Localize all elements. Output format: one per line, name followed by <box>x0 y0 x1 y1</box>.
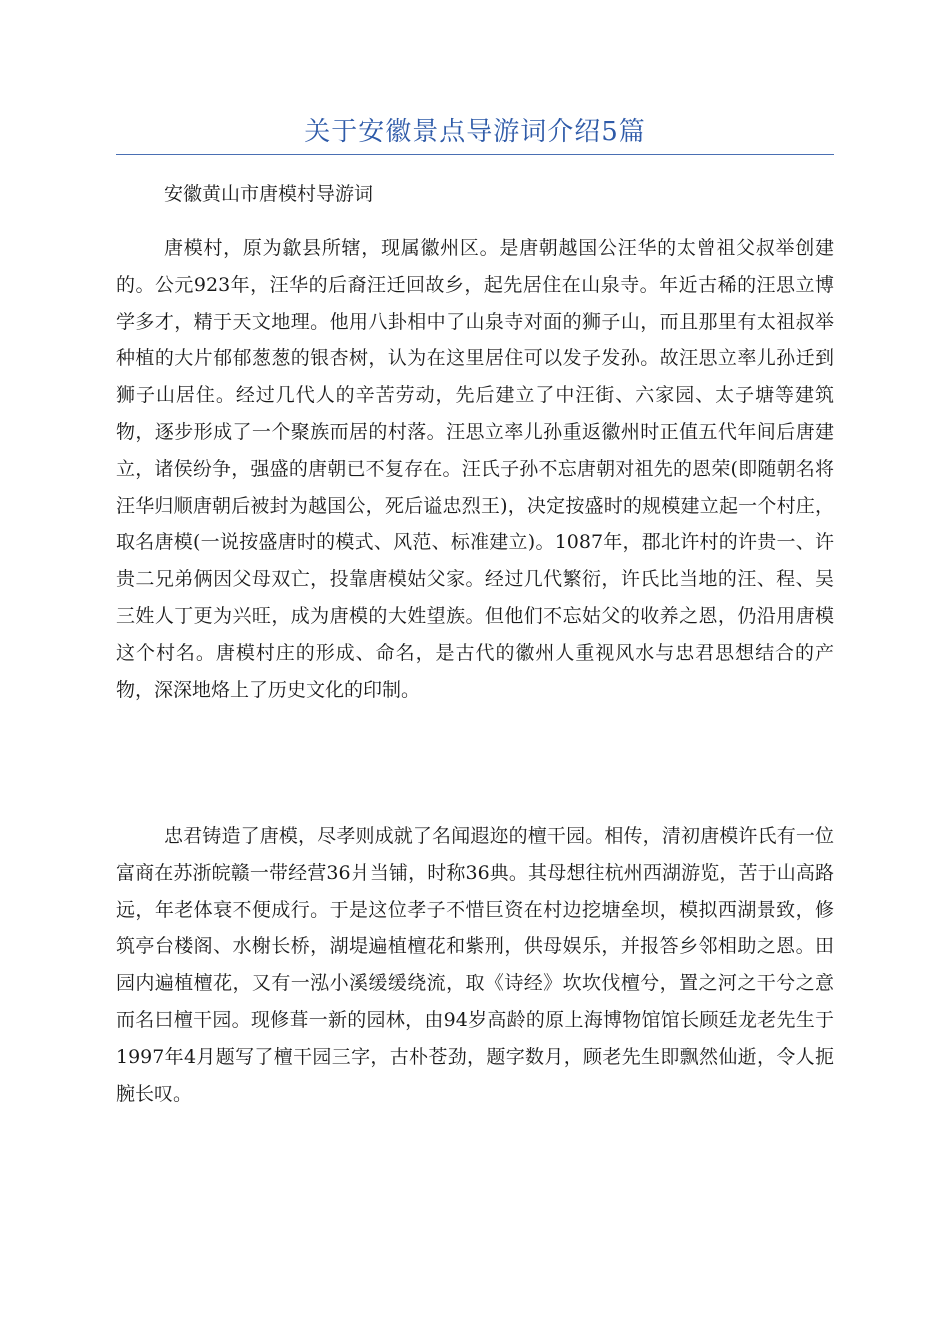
title-underline <box>116 154 834 155</box>
body-paragraph-2: 忠君铸造了唐模，尽孝则成就了名闻遐迩的檀干园。相传，清初唐模许氏有一位富商在苏浙皖赣一带经营36爿当铺，时称36典。其母想往杭州西湖游览，苦于山高路远，年老体衰不便成行。于是这位孝子不惜巨资在村边挖塘垒坝，模拟西湖景致，修筑亭台楼阁、水榭长桥，湖堤遍植檀花和紫刑，供母娱乐，并报答乡邻相助之恩。田园内遍植檀花，又有一泓小溪缓缓绕流，取《诗经》坎坎伐檀兮，置之河之干兮之意而名曰檀干园。现修葺一新的园林，由94岁高龄的原上海博物馆馆长顾廷龙老先生于1997年4月题写了檀干园三字，古朴苍劲，题字数月，顾老先生即飘然仙逝，令人扼腕长叹。 <box>116 825 834 1105</box>
body-paragraph-1: 唐模村，原为歙县所辖，现属徽州区。是唐朝越国公汪华的太曾祖父叔举创建的。公元923年，汪华的后裔汪迁回故乡，起先居住在山泉寺。年近古稀的汪思立博学多才，精于天文地理。他用八卦相中了山泉寺对面的狮子山，而且那里有太祖叔举种植的大片郁郁葱葱的银杏树，认为在这里居住可以发子发孙。故汪思立率儿孙迁到狮子山居住。经过几代人的辛苦劳动，先后建立了中汪街、六家园、太子塘等建筑物，逐步形成了一个聚族而居的村落。汪思立率儿孙重返徽州时正值五代年间后唐建立，诸侯纷争，强盛的唐朝已不复存在。汪氏子孙不忘唐朝对祖先的恩荣(即随朝名将汪华归顺唐朝后被封为越国公，死后谥忠烈王)，决定按盛时的规模建立起一个村庄，取名唐模(一说按盛唐时的模式、风范、标准建立)。1087年，郡北许村的许贵一、许贵二兄弟俩因父母双亡，投靠唐模姑父家。经过几代繁衍，许氏比当地的汪、程、吴三姓人丁更为兴旺，成为唐模的大姓望族。但他们不忘姑父的收养之恩，仍沿用唐模这个村名。唐模村庄的形成、命名，是古代的徽州人重视风水与忠君思想结合的产物，深深地烙上了历史文化的印制。 <box>116 237 834 701</box>
section-heading: 安徽黄山市唐模村导游词 <box>164 183 374 205</box>
document-title: 关于安徽景点导游词介绍5篇 <box>304 117 646 147</box>
